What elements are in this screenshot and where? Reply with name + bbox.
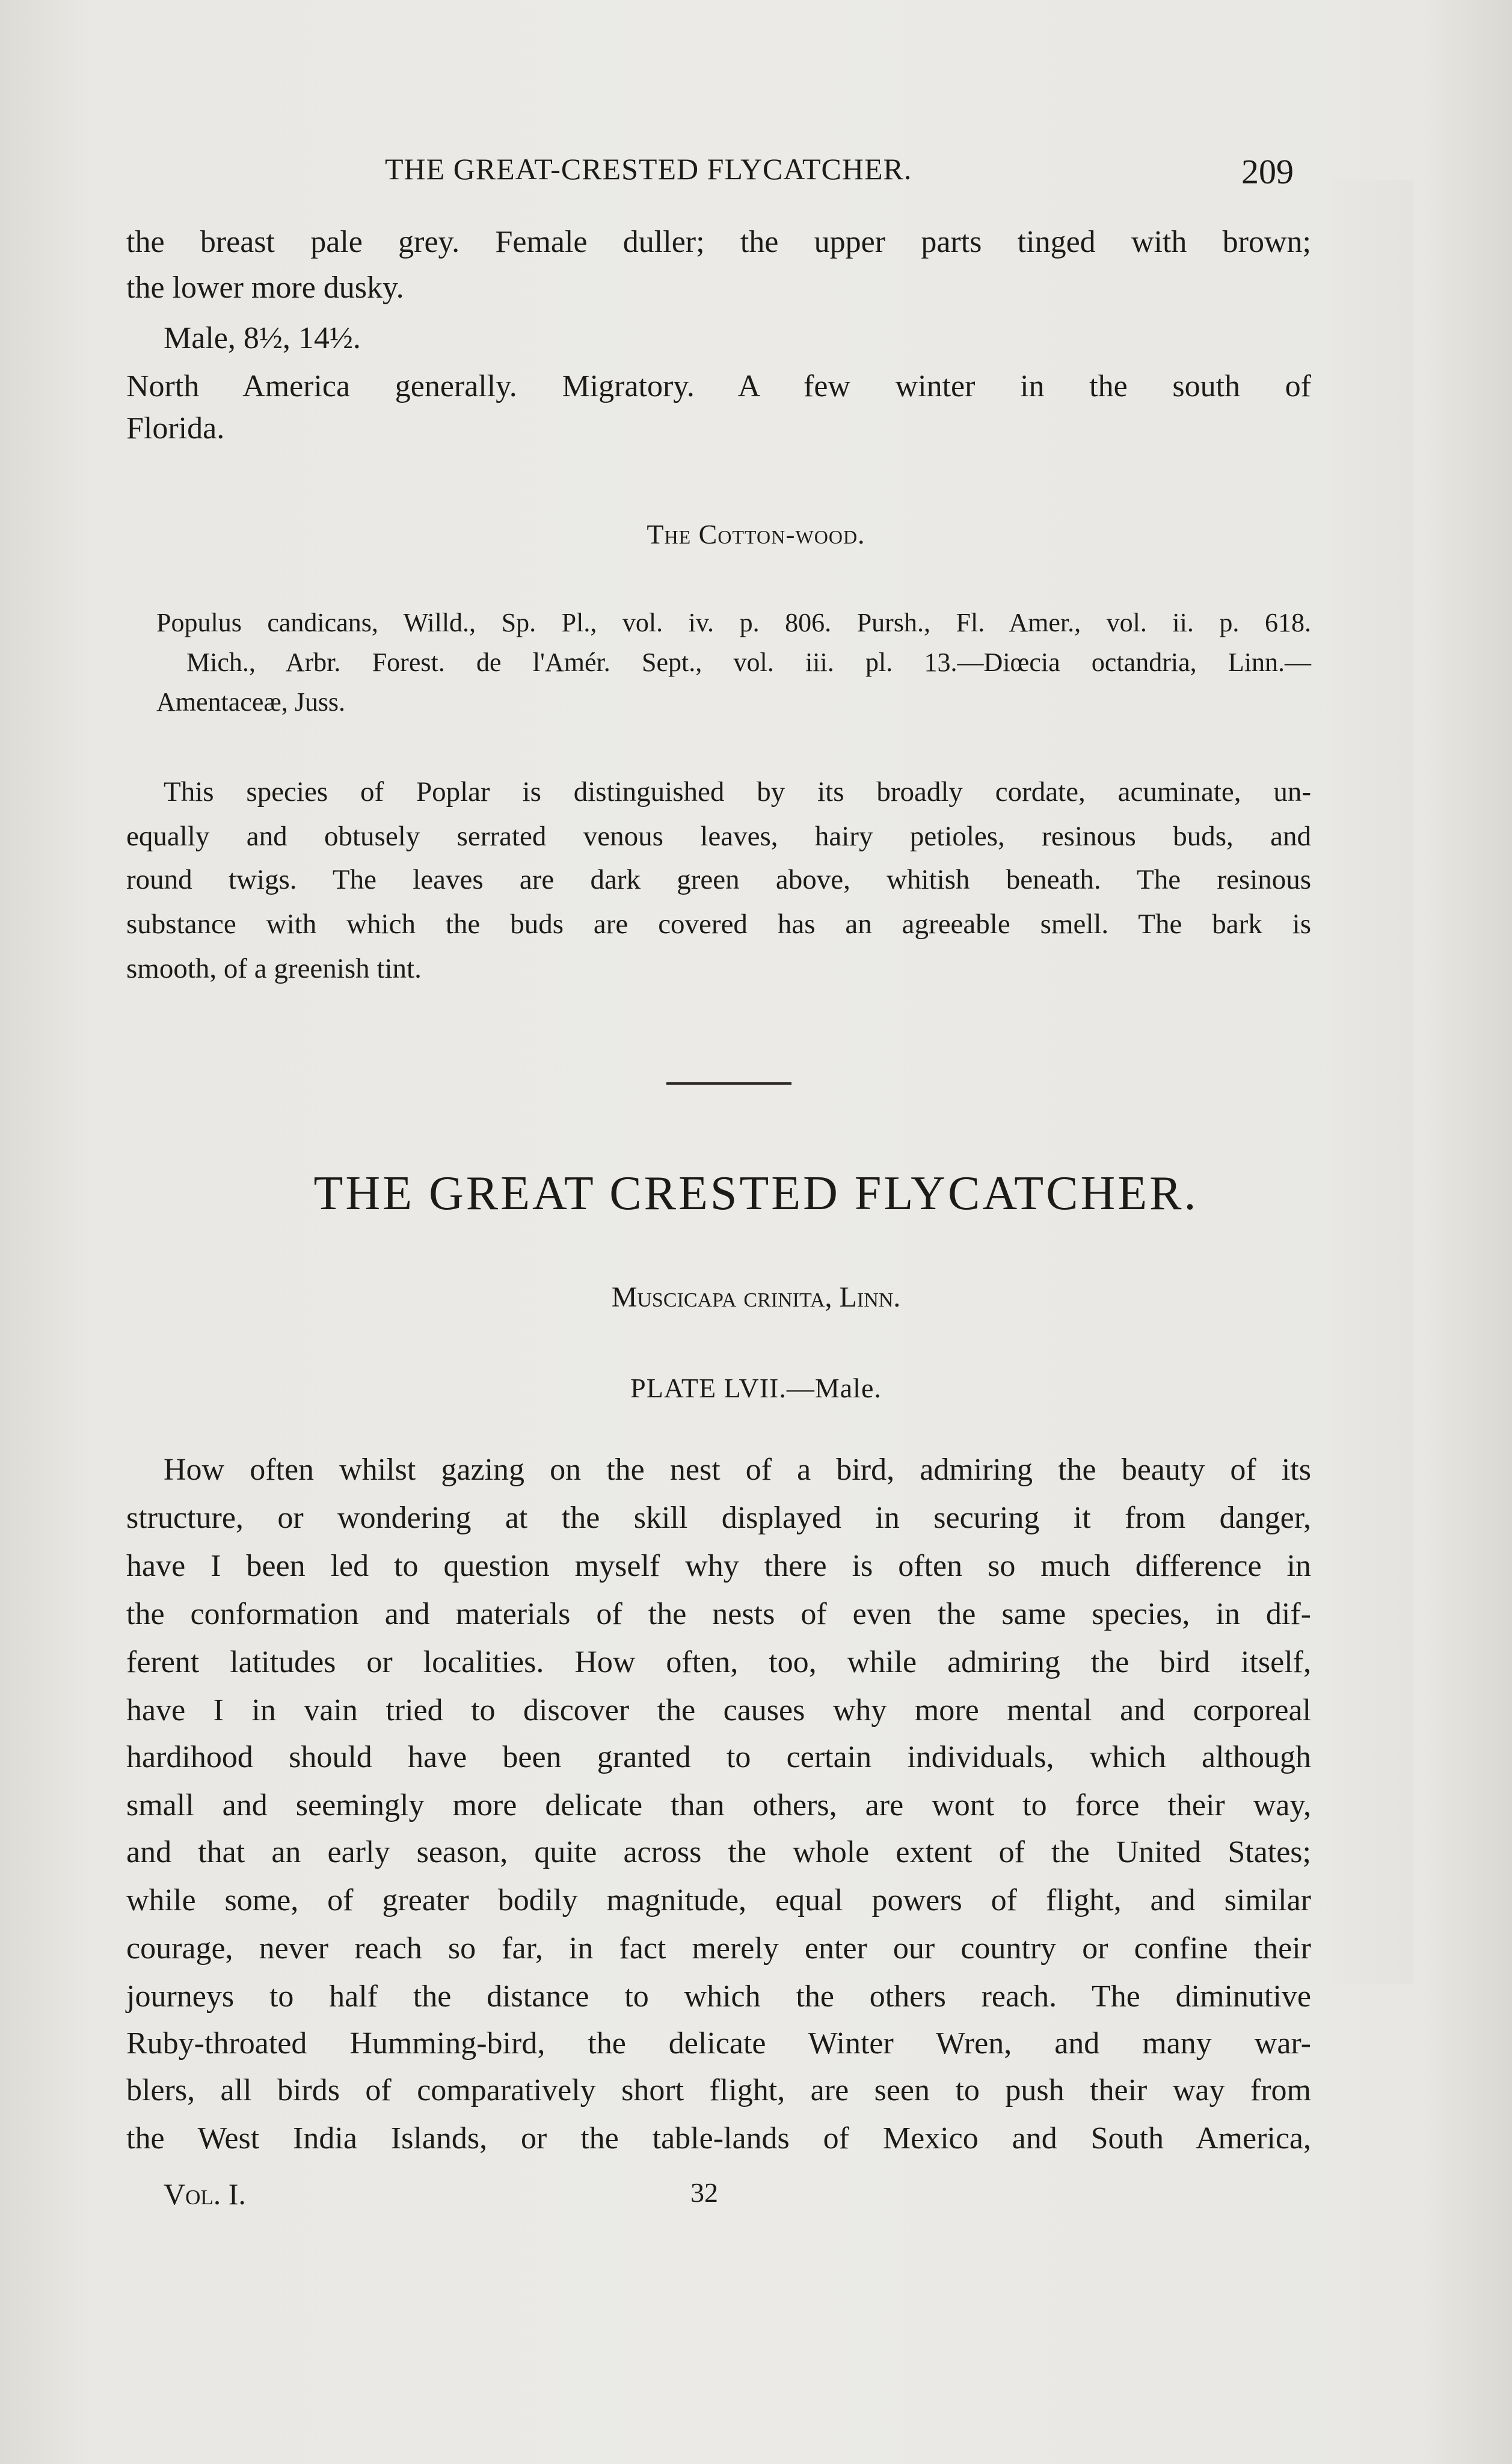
paragraph-line: Ruby-throated Humming-bird, the delicate Winter Wren, and many war- [126, 2026, 1311, 2061]
range-line: North America generally. Migratory. A few winter in the south of [126, 369, 1311, 403]
paragraph-line: blers, all birds of comparatively short flight, are seen to push their way from [126, 2073, 1311, 2107]
plant-description-line: equally and obtusely serrated venous leaves, hairy petioles, resinous buds, and [126, 821, 1311, 852]
intro-line: the lower more dusky. [126, 271, 404, 305]
paragraph-line: while some, of greater bodily magnitude, equal powers of flight, and similar [126, 1883, 1311, 1917]
section-divider [666, 1082, 791, 1085]
plant-reference-line: Populus candicans, Willd., Sp. Pl., vol. iv. p. 806. Pursh., Fl. Amer., vol. ii. p. 618. [156, 608, 1311, 637]
plant-reference-line: Mich., Arbr. Forest. de l'Amér. Sept., vol. iii. pl. 13.—Diœcia octandria, Linn.— [186, 648, 1311, 677]
measurement-line: Male, 8½, 14½. [164, 321, 361, 355]
signature-mark: 32 [690, 2177, 718, 2208]
page-number: 209 [1241, 152, 1294, 191]
page-shading [1323, 180, 1413, 1984]
paragraph-line: the conformation and materials of the nests of even the same species, in dif- [126, 1597, 1311, 1631]
plant-description-line: round twigs. The leaves are dark green above, whitish beneath. The resinous [126, 864, 1311, 895]
volume-label: Vol. I. [164, 2177, 246, 2211]
plant-reference-line: Amentaceæ, Juss. [156, 687, 346, 717]
paragraph-line: How often whilst gazing on the nest of a bird, admiring the beauty of its [164, 1453, 1311, 1487]
paragraph-line: have I in vain tried to discover the causes why more mental and corporeal [126, 1693, 1311, 1727]
plant-description-line: substance with which the buds are covered has an agreeable smell. The bark is [126, 909, 1311, 940]
plate-caption: PLATE LVII.—Male. [630, 1373, 882, 1403]
plant-description-line: This species of Poplar is distinguished by its broadly cordate, acuminate, un- [164, 776, 1311, 808]
range-line: Florida. [126, 411, 225, 446]
paragraph-line: journeys to half the distance to which the others reach. The diminutive [126, 1979, 1311, 2014]
paragraph-line: ferent latitudes or localities. How often, too, while admiring the bird itself, [126, 1645, 1311, 1679]
species-name: Muscicapa crinita, Linn. [611, 1281, 901, 1313]
running-head-title: THE GREAT-CRESTED FLYCATCHER. [385, 152, 912, 186]
paragraph-line: courage, never reach so far, in fact merely enter our country or confine their [126, 1931, 1311, 1966]
plant-heading: The Cotton-wood. [647, 519, 865, 550]
intro-line: the breast pale grey. Female duller; the upper parts tinged with brown; [126, 225, 1311, 259]
plant-description-line: smooth, of a greenish tint. [126, 953, 422, 984]
paragraph-line: small and seemingly more delicate than others, are wont to force their way, [126, 1788, 1311, 1822]
paragraph-line: and that an early season, quite across the whole extent of the United States; [126, 1835, 1311, 1869]
paragraph-line: have I been led to question myself why there is often so much difference in [126, 1549, 1311, 1583]
paragraph-line: the West India Islands, or the table-lands of Mexico and South America, [126, 2121, 1311, 2156]
paragraph-line: hardihood should have been granted to certain individuals, which although [126, 1740, 1311, 1774]
paragraph-line: structure, or wondering at the skill displayed in securing it from danger, [126, 1501, 1311, 1535]
article-title: THE GREAT CRESTED FLYCATCHER. [313, 1167, 1199, 1220]
